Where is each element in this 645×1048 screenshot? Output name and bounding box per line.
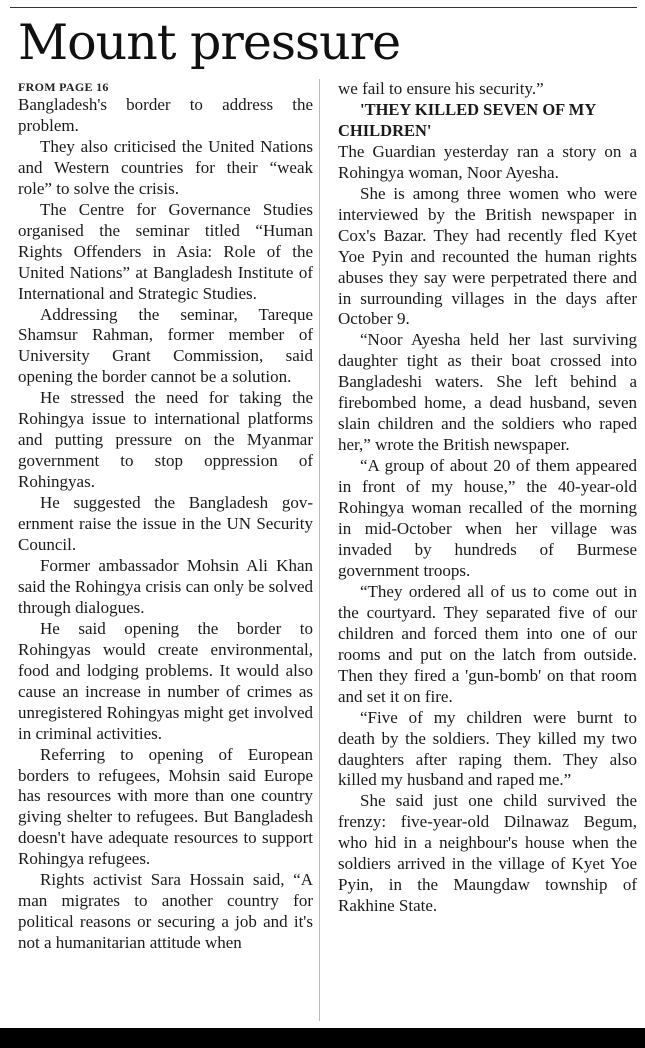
paragraph: “They ordered all of us to come out in the courtyard. They separated five of our children and forced them into one of our rooms and put on the latch from outside. Then they fired a 'gun-bomb' on that room and set it on fire.	[338, 581, 637, 706]
paragraph: “Noor Ayesha held her last surviving daughter tight as their boat crossed into Bangladeshi waters. She left behind a firebombed home, a dead husband, seven slain children and the soldiers who raped her,” wrote the British newspaper.	[338, 330, 637, 455]
paragraph: Bangladesh's border to address the problem.	[18, 95, 313, 135]
paragraph: Former ambassador Mohsin Ali Khan said the Rohingya crisis can only be solved through dialogues.	[18, 555, 313, 617]
paragraph: “A group of about 20 of them appeared in front of my house,” the 40-year-old Rohingya woman recalled of the morning in mid-October when her village was invaded by hundreds of Burmese government troops.	[338, 456, 637, 580]
top-rule	[10, 7, 637, 8]
paragraph-continued: we fail to ensure his security.”	[338, 79, 544, 98]
paragraph: “Five of my children were burnt to death by the soldiers. They killed my two daughters after raping them. They also killed my husband and raped me.”	[338, 707, 637, 790]
paragraph: The Centre for Governance Studies organised the seminar titled “Human Rights Offenders in Asia: Role of the United Nations” at Bangladesh Institute of International and Strategic Studies.	[18, 199, 313, 303]
paragraph: She is among three women who were interviewed by the British newspaper in Cox's Bazar. They had recently fled Kyet Yoe Pyin and recounted the human rights abuses they say were perpetrated there and in surrounding villages in the days after October 9.	[338, 183, 637, 329]
bottom-edge-bar	[0, 1028, 645, 1048]
left-column	[18, 79, 320, 1021]
paragraph: Referring to opening of European borders to refugees, Mohsin said Europe has resources with more than one country giving shelter to refugees. But Bangladesh doesn't have adequate resources to support Rohingya refugees.	[18, 744, 313, 869]
paragraph: Addressing the seminar, Tareque Shamsur Rahman, former member of University Grant Commission, said opening the border cannot be a solution.	[18, 304, 313, 387]
paragraph: They also criticised the United Nations and Western countries for their “weak role” to solve the crisis.	[18, 136, 313, 198]
paragraph: Rights activist Sara Hossain said, “A man migrates to another country for political reasons or securing a job and it's not a humanitarian attitude when	[18, 870, 313, 953]
headline: Mount pressure	[18, 14, 401, 71]
paragraph: He suggested the Bangladesh government raise the issue in the UN Security Council.	[18, 493, 313, 555]
jump-line: FROM PAGE 16	[18, 80, 109, 94]
paragraph: She said just one child survived the frenzy: five-year-old Dilnawaz Begum, who hid in a neighbour's house when the soldiers arrived in the village of Kyet Yoe Pyin, in the Maungdaw township of Rakhine State.	[338, 791, 637, 916]
paragraph: The Guardian yesterday ran a story on a Rohingya woman, Noor Ayesha.	[338, 141, 637, 182]
right-column	[338, 79, 637, 917]
paragraph: He stressed the need for taking the Rohingya issue to international platforms and putting pressure on the Myanmar government to stop oppression of Rohingyas.	[18, 388, 313, 492]
paragraph: He said opening the border to Rohingyas would create environmental, food and lodging problems. It would also cause an increase in number of crimes as unregistered Rohingyas might get involved in criminal activities.	[18, 618, 313, 743]
subhead: 'THEY KILLED SEVEN OF MY CHILDREN'	[338, 99, 596, 140]
